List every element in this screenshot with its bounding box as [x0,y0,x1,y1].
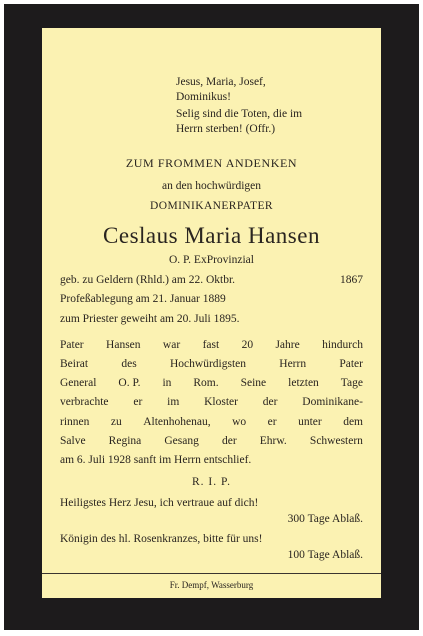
footer-divider [42,573,381,574]
prayer-line-2: Dominikus! [176,91,231,103]
bio-ordination: zum Priester geweiht am 20. Juli 1895. [60,313,240,325]
word: 20 [241,339,254,351]
word: unter [298,416,322,428]
prayer-line-4: Herrn sterben! (Offr.) [176,123,276,135]
bio-birth [60,275,363,287]
word: Altenhohenau, [143,416,211,428]
word: der [221,435,237,447]
word: Ehrw. [259,435,287,447]
paragraph-line [60,417,363,429]
word: hindurch [322,339,363,351]
word: Beirat [60,358,89,370]
word: Dominikane- [302,396,363,408]
paragraph-line [60,436,363,448]
bio-birth-text: geb. zu Geldern (Rhld.) am 22. Oktbr. [60,274,236,286]
prayer-line-3: Selig sind die Toten, die im [176,108,303,120]
word: Salve [60,435,86,447]
word: Pater [60,339,84,351]
paragraph-line [60,340,363,352]
bio-birth-year: 1867 [340,274,363,286]
paragraph-line [60,359,363,371]
word: fast [202,339,220,351]
word: rinnen [60,416,90,428]
indulgence-prayer-2: Königin des hl. Rosenkranzes, bitte für uns! [60,533,263,545]
word: General [60,377,97,389]
word: wo [232,416,247,428]
word: Herrn [279,358,307,370]
word: O. P. [118,377,141,389]
word: dem [343,416,363,428]
prayer-line-1: Jesus, Maria, Josef, [176,76,266,88]
word: Seine [240,377,267,389]
word: letzten [288,377,319,389]
indulgence-prayer-1: Heiligstes Herz Jesu, ich vertraue auf dich! [60,497,259,509]
indulgence-days-1: 300 Tage Ablaß. [287,513,363,525]
word: Pater [339,358,363,370]
word: des [121,358,137,370]
word: er [267,416,277,428]
word: im [167,396,180,408]
word: er [133,396,143,408]
title-line: DOMINIKANERPATER [150,200,273,212]
word: der [262,396,278,408]
paragraph-last-line: am 6. Juli 1928 sanft im Herrn entschlief. [60,454,252,466]
word: Jahre [275,339,300,351]
word: Rom. [193,377,219,389]
word: zu [110,416,122,428]
bio-profession: Profeßablegung am 21. Januar 1889 [60,293,226,305]
word: Hansen [106,339,141,351]
word: war [162,339,181,351]
word: verbrachte [60,396,109,408]
order-line: O. P. ExProvinzial [169,254,254,266]
word: Schwestern [309,435,363,447]
word: Regina [108,435,142,447]
word: Tage [340,377,363,389]
memorial-heading: ZUM FROMMEN ANDENKEN [125,156,298,170]
indulgence-days-2: 100 Tage Ablaß. [287,549,363,561]
memorial-card [42,28,381,598]
printer-credit: Fr. Dempf, Wasserburg [169,580,254,590]
dedication-line: an den hochwürdigen [162,180,261,192]
deceased-name: Ceslaus Maria Hansen [103,223,320,248]
word: in [162,377,172,389]
word: Gesang [164,435,199,447]
word: Hochwürdigsten [169,358,246,370]
paragraph-line [60,397,363,409]
rip-line: R. I. P. [192,476,231,488]
word: Kloster [204,396,238,408]
paragraph-line [60,378,363,390]
